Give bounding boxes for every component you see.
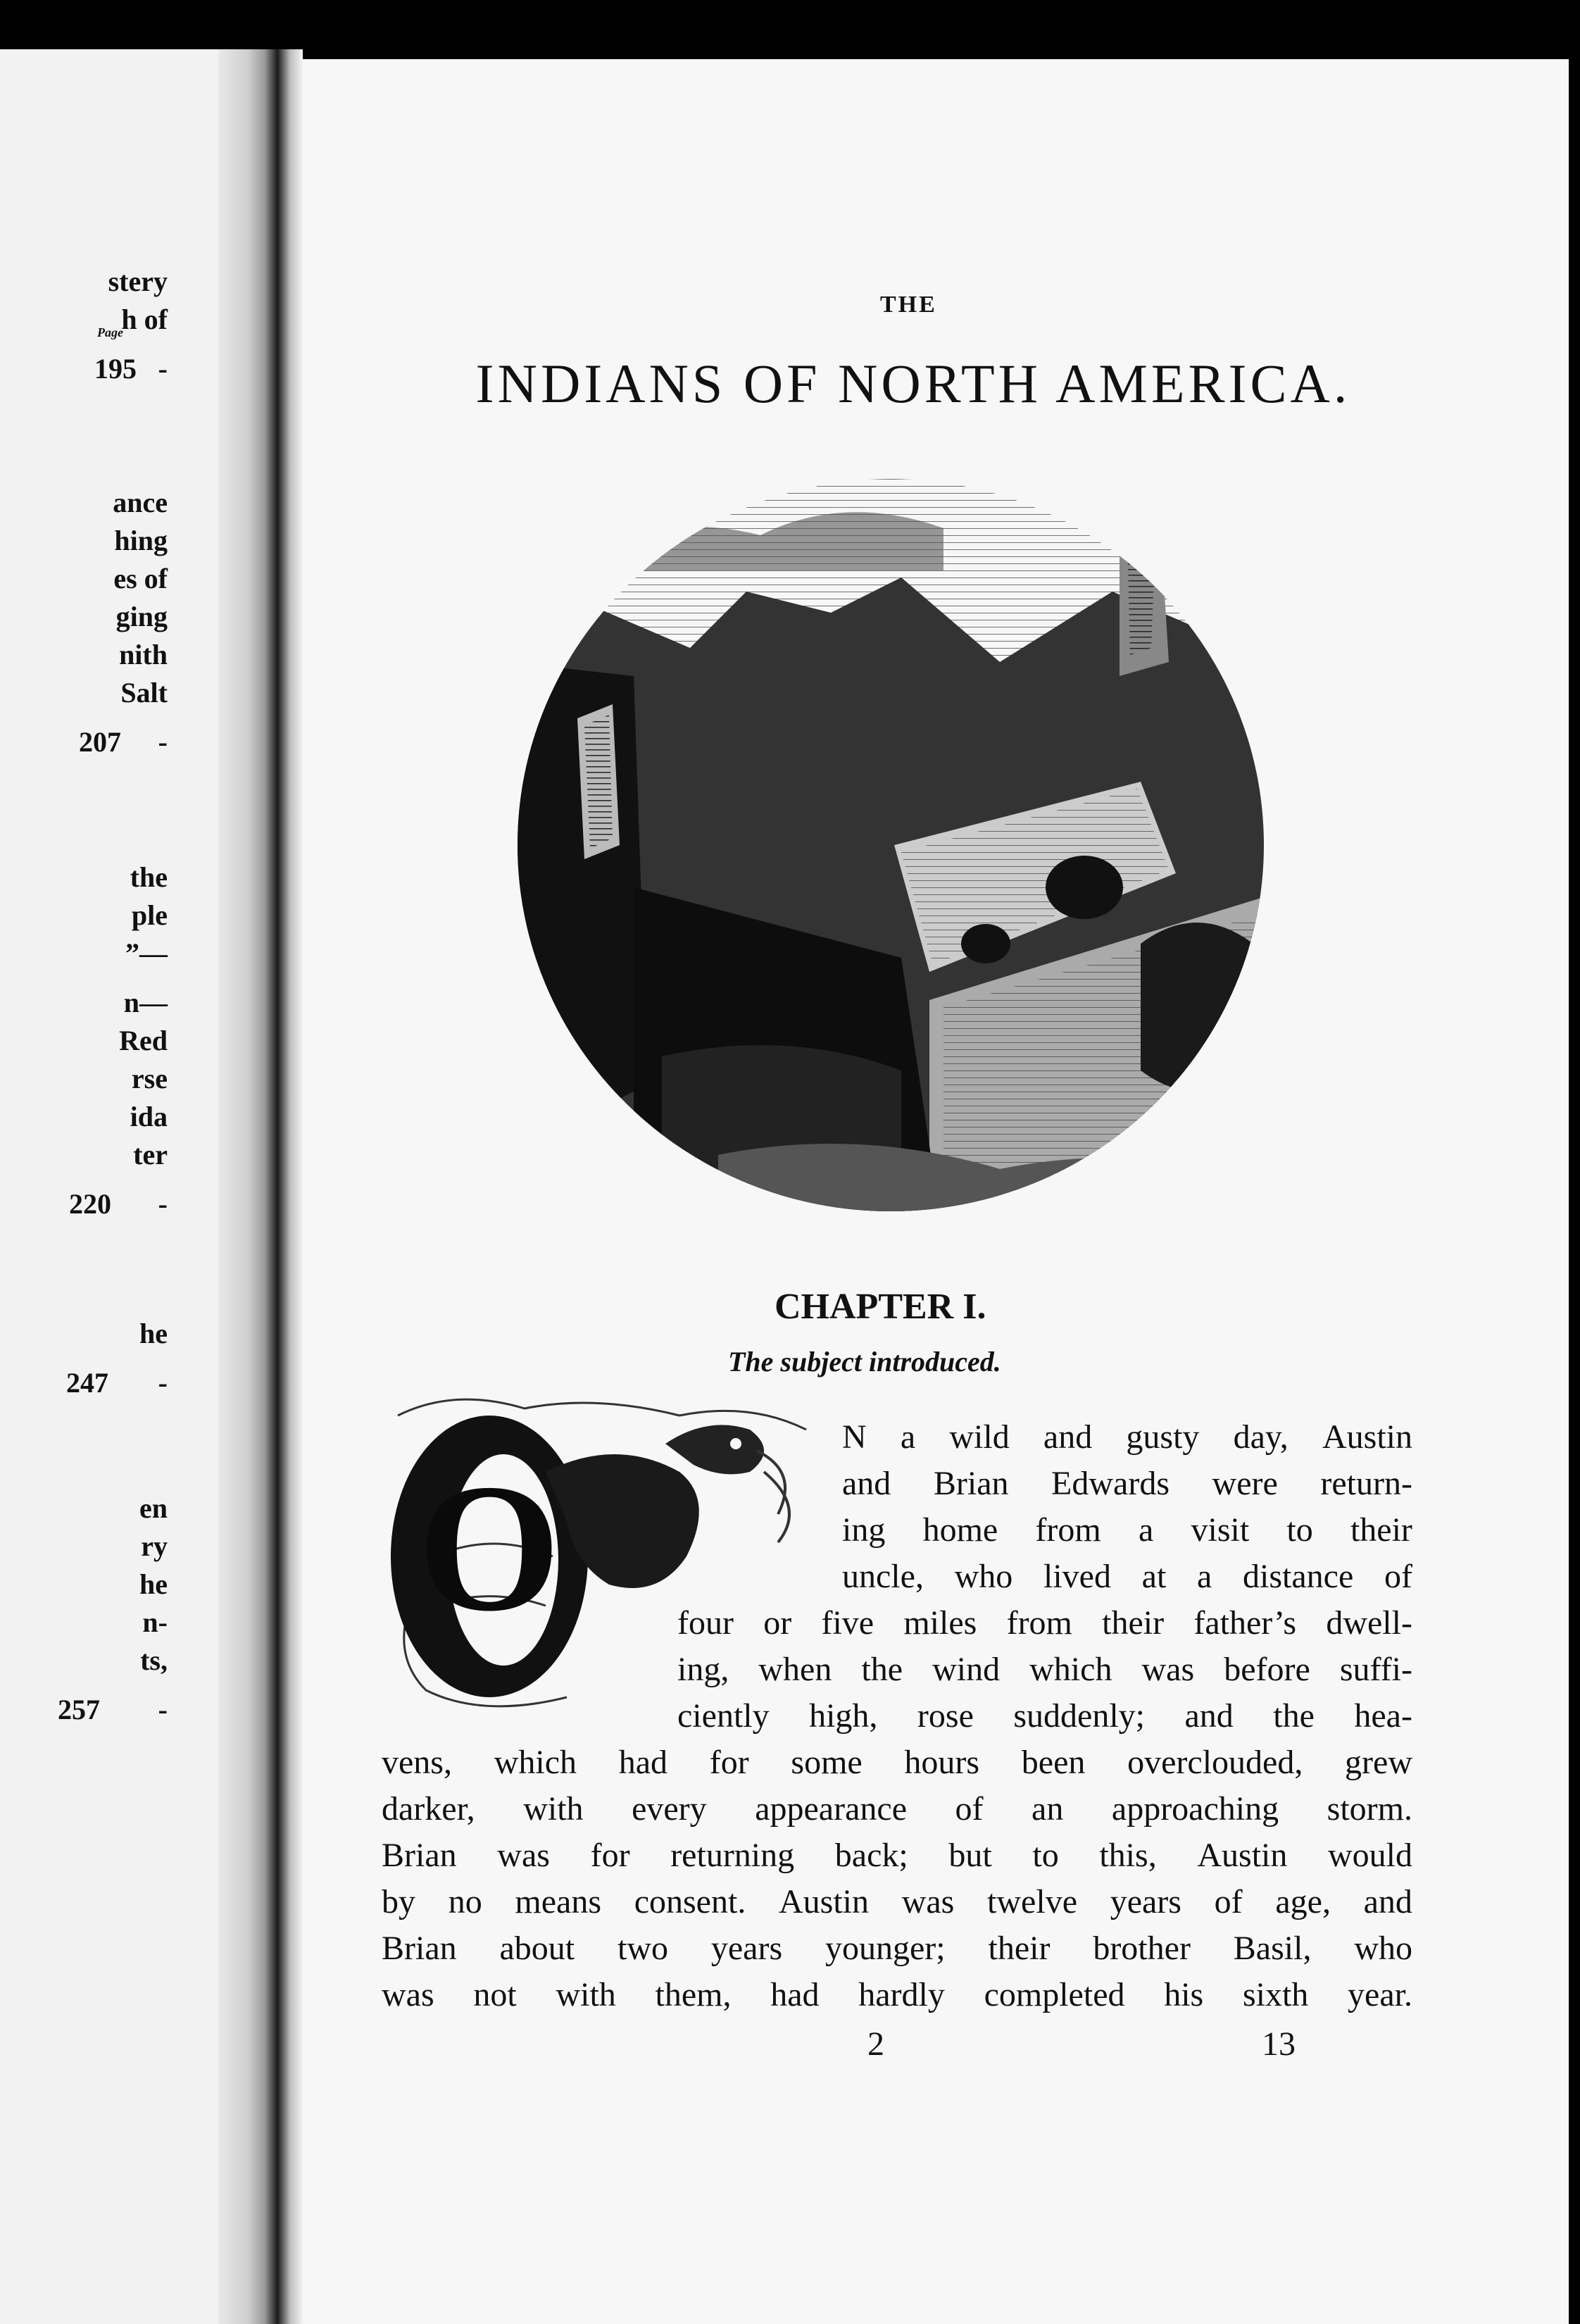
- body-text-line: was not with them, had hardly completed his sixth year.: [382, 1976, 1412, 2013]
- toc-line-fragment: ry: [141, 1530, 168, 1562]
- toc-line-fragment: nith: [119, 639, 168, 670]
- toc-line-fragment: he: [139, 1568, 168, 1600]
- toc-page-number: 195: [94, 353, 137, 385]
- chapter-subtitle: The subject introduced.: [728, 1346, 1001, 1377]
- initial-letter: O: [418, 1447, 561, 1649]
- page-number: 13: [1262, 2025, 1296, 2063]
- toc-page-number: 257: [58, 1694, 100, 1725]
- toc-line-fragment: h of: [121, 304, 168, 335]
- body-text-line: four or five miles from their father’s dwell-: [677, 1604, 1412, 1642]
- toc-line-fragment: stery: [108, 265, 168, 297]
- toc-line-fragment: ter: [133, 1139, 168, 1170]
- landscape-engraving: [507, 451, 1296, 1239]
- toc-line-fragment: -: [158, 353, 168, 385]
- toc-line-fragment: en: [139, 1492, 168, 1524]
- toc-line-fragment: rse: [131, 1063, 168, 1094]
- body-text-line: and Brian Edwards were return-: [842, 1465, 1412, 1502]
- toc-page-number: 220: [69, 1188, 111, 1220]
- signature-mark: 2: [867, 2025, 884, 2063]
- toc-line-fragment: ple: [131, 899, 168, 931]
- toc-line-fragment: es of: [113, 563, 168, 594]
- toc-page-number: 207: [79, 726, 121, 758]
- toc-page-header: Page: [97, 325, 123, 339]
- body-text-line: darker, with every appearance of an approaching storm.: [382, 1790, 1412, 1828]
- toc-line-fragment: n-: [142, 1606, 168, 1638]
- toc-line-fragment: -: [158, 1188, 168, 1220]
- toc-line-fragment: Salt: [120, 677, 168, 708]
- toc-page-number: 247: [66, 1367, 108, 1399]
- scan-border-top: [0, 0, 1580, 56]
- body-text-line: vens, which had for some hours been overclouded, grew: [382, 1744, 1412, 1781]
- body-text-line: ciently high, rose suddenly; and the hea-: [677, 1697, 1412, 1735]
- toc-line-fragment: hing: [114, 525, 168, 556]
- body-text-line: ing, when the wind which was before suffi-: [677, 1651, 1412, 1688]
- toc-line-fragment: ”—: [125, 937, 168, 969]
- body-text-line: Brian about two years younger; their brother Basil, who: [382, 1930, 1412, 1967]
- toc-line-fragment: -: [158, 1367, 168, 1399]
- book-gutter: [218, 49, 303, 2324]
- toc-line-fragment: n—: [123, 987, 168, 1018]
- toc-line-fragment: he: [139, 1318, 168, 1349]
- chapter-heading: CHAPTER I.: [775, 1287, 986, 1327]
- body-text-line: uncle, who lived at a distance of: [842, 1558, 1412, 1595]
- toc-line-fragment: ance: [113, 487, 168, 518]
- body-text-line: Brian was for returning back; but to this, Austin would: [382, 1837, 1412, 1874]
- book-title: INDIANS OF NORTH AMERICA.: [475, 353, 1351, 414]
- toc-line-fragment: ts,: [140, 1644, 168, 1676]
- toc-line-fragment: ida: [130, 1101, 168, 1132]
- left-facing-page: [0, 49, 239, 2324]
- body-text-line: N a wild and gusty day, Austin: [842, 1418, 1412, 1456]
- toc-line-fragment: the: [130, 861, 168, 893]
- toc-line-fragment: ging: [115, 601, 168, 632]
- toc-line-fragment: -: [158, 1694, 168, 1725]
- body-text-line: ing home from a visit to their: [842, 1511, 1412, 1549]
- toc-line-fragment: Red: [119, 1025, 168, 1056]
- toc-line-fragment: -: [158, 726, 168, 758]
- body-text-line: by no means consent. Austin was twelve years of age, and: [382, 1883, 1412, 1920]
- scan-border-right: [1569, 0, 1580, 2324]
- title-article: THE: [880, 292, 937, 318]
